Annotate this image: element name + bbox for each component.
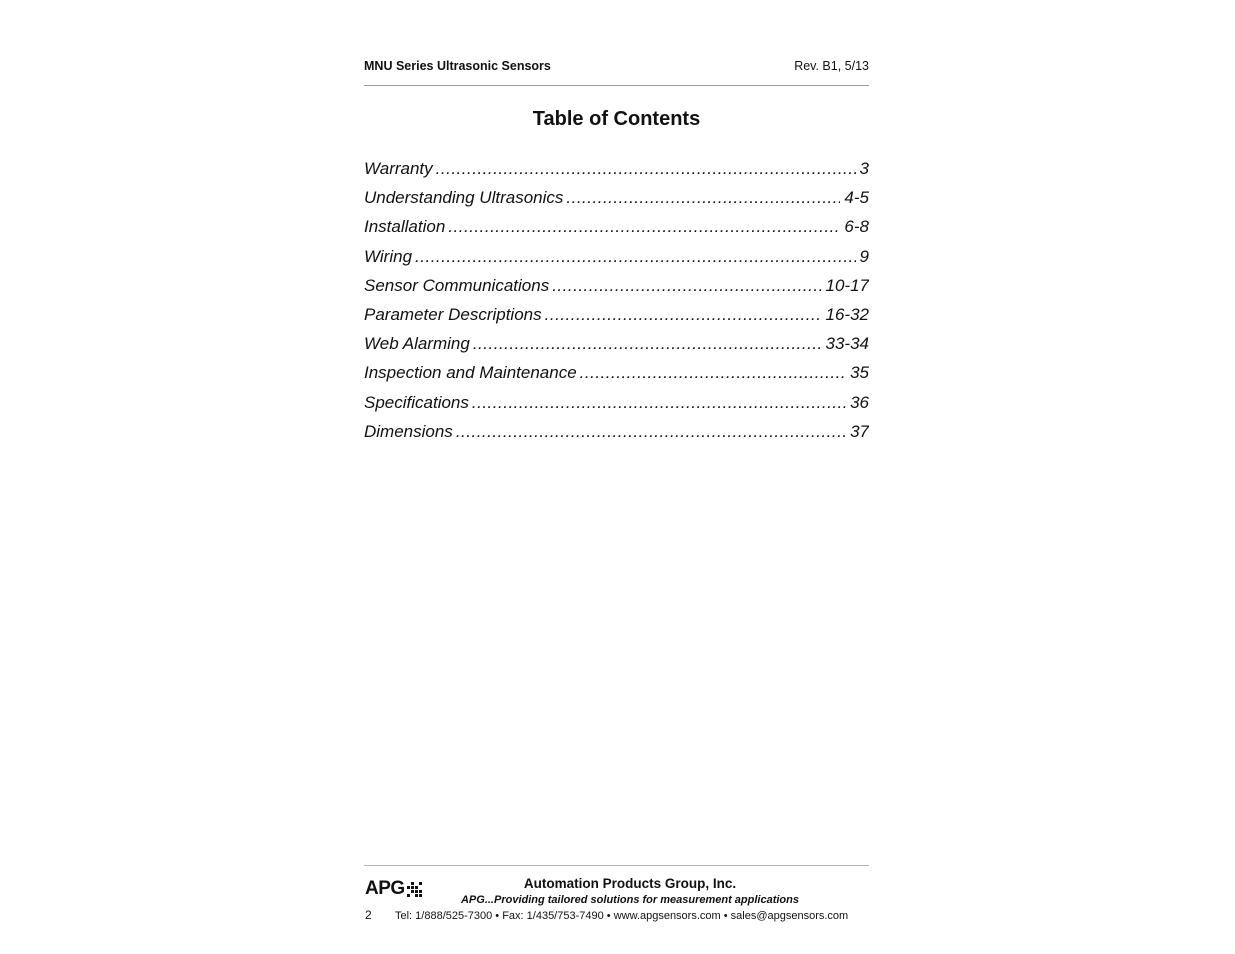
toc-entry-understanding-ultrasonics	[364, 188, 869, 217]
toc-entry-label: Dimensions	[364, 421, 453, 441]
running-header	[364, 59, 869, 86]
toc-entry-page: 35	[850, 363, 869, 383]
toc-entry-page: 37	[850, 421, 869, 441]
toc-entry-dimensions	[364, 422, 869, 451]
toc-entry-label: Inspection and Maintenance	[364, 363, 577, 383]
revision-label: Rev. B1, 5/13	[794, 59, 869, 73]
toc-entry-page: 9	[859, 246, 869, 266]
contact-info: Tel: 1/888/525-7300 • Fax: 1/435/753-7490 • www.apgsensors.com • sales@apgsensors.com	[395, 910, 849, 922]
toc-entry-wiring	[364, 247, 869, 276]
toc-entry-page: 10-17	[825, 275, 869, 295]
toc-heading: Table of Contents	[532, 108, 701, 130]
toc-entry-web-alarming	[364, 334, 869, 363]
toc-entry-specifications	[364, 393, 869, 422]
toc-entry-label: Installation	[364, 217, 446, 237]
dot-leader	[456, 422, 846, 442]
dot-leader	[415, 247, 856, 267]
page-number: 2	[365, 908, 372, 922]
dot-leader	[552, 276, 821, 296]
toc-entry-label: Specifications	[364, 392, 469, 412]
toc-entry-warranty	[364, 159, 869, 188]
dot-leader	[580, 363, 846, 383]
toc-entry-sensor-communications	[364, 276, 869, 305]
logo-text: APG	[365, 878, 405, 899]
dot-leader	[436, 159, 856, 179]
toc-entry-label: Parameter Descriptions	[364, 304, 542, 324]
toc-list	[364, 159, 869, 451]
toc-entry-label: Understanding Ultrasonics	[364, 188, 564, 208]
toc-entry-page: 3	[859, 159, 869, 178]
page-footer	[364, 865, 869, 936]
toc-entry-installation	[364, 217, 869, 246]
document-title: MNU Series Ultrasonic Sensors	[364, 59, 551, 73]
toc-entry-page: 6-8	[844, 217, 869, 237]
document-page	[364, 0, 869, 954]
toc-entry-label: Warranty	[364, 159, 433, 178]
toc-entry-page: 36	[850, 392, 869, 412]
company-tagline: APG...Providing tailored solutions for measurement applications	[460, 894, 799, 906]
toc-entry-label: Wiring	[364, 246, 413, 266]
dot-leader	[472, 393, 846, 413]
toc-entry-page: 4-5	[844, 188, 869, 208]
toc-entry-label: Sensor Communications	[364, 275, 550, 295]
toc-entry-page: 16-32	[825, 304, 869, 324]
toc-entry-page: 33-34	[825, 334, 869, 354]
company-name: Automation Products Group, Inc.	[523, 876, 737, 891]
dot-leader	[545, 305, 822, 325]
dot-leader	[448, 217, 840, 237]
dot-leader	[473, 334, 822, 354]
dot-leader	[566, 188, 840, 208]
toc-entry-inspection-and-maintenance	[364, 363, 869, 392]
toc-entry-label: Web Alarming	[364, 334, 470, 354]
toc-entry-parameter-descriptions	[364, 305, 869, 334]
